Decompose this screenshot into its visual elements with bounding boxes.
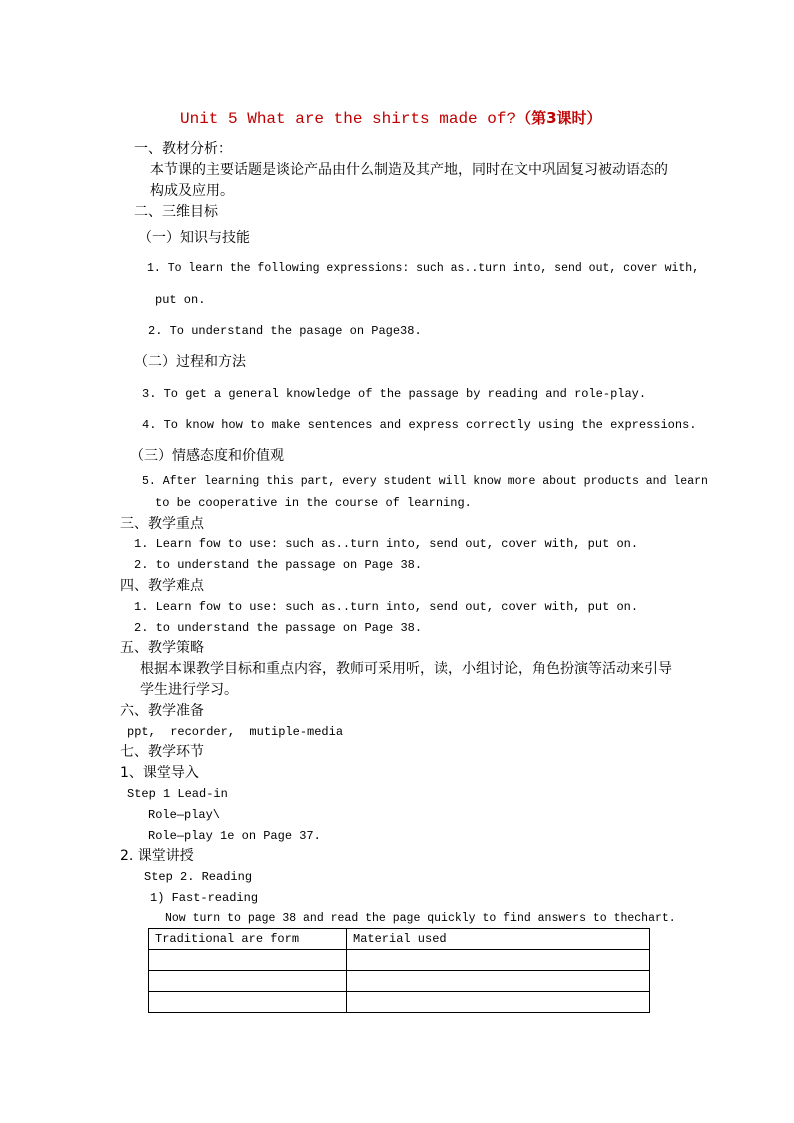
table-cell	[149, 992, 347, 1013]
section-5-text-line-1: 根据本课教学目标和重点内容，教师可采用听，读，小组讨论，角色扮演等活动来引导	[140, 661, 672, 677]
section-4-heading: 四、教学难点	[120, 578, 204, 594]
step-2-title: Step 2. Reading	[144, 870, 253, 884]
table-cell	[347, 950, 650, 971]
objective-1-line-2: put on.	[155, 293, 206, 307]
title-lesson-number: （第3课时）	[516, 109, 602, 127]
objective-2: 2. To understand the pasage on Page38.	[148, 324, 422, 338]
table-row	[149, 950, 650, 971]
section-1-text-line-2: 构成及应用。	[150, 183, 234, 199]
table-cell	[347, 992, 650, 1013]
fast-reading-label: 1) Fast-reading	[150, 891, 259, 905]
step-1-item-b: Role—play 1e on Page 37.	[148, 829, 321, 843]
objective-1-line-1: 1. To learn the following expressions: such as..turn into, send out, cover with,	[147, 262, 700, 275]
answer-chart-table	[148, 928, 650, 1013]
key-point-2: 2. to understand the passage on Page 38.	[134, 558, 423, 572]
difficulty-1: 1. Learn fow to use: such as..turn into, send out, cover with, put on.	[134, 600, 639, 614]
subsection-attitudes-values: （三）情感态度和价值观	[130, 448, 284, 464]
section-5-text-line-2: 学生进行学习。	[140, 682, 238, 698]
subsection-knowledge-skills: （一）知识与技能	[138, 230, 250, 246]
title-english: Unit 5 What are the shirts made of?	[180, 110, 517, 128]
part-2-heading: 2. 课堂讲授	[120, 848, 194, 864]
objective-5-line-1: 5. After learning this part, every student will know more about products and learn	[142, 475, 708, 488]
section-3-heading: 三、教学重点	[120, 516, 204, 532]
objective-4: 4. To know how to make sentences and express correctly using the expressions.	[142, 418, 697, 432]
page-title	[180, 108, 602, 129]
table-header-cell: Material used	[347, 929, 650, 950]
table-cell	[347, 971, 650, 992]
section-2-heading: 二、三维目标	[134, 204, 218, 220]
section-1-text-line-1: 本节课的主要话题是谈论产品由什么制造及其产地，同时在文中巩固复习被动语态的	[150, 162, 668, 178]
table-cell	[149, 971, 347, 992]
materials-list: ppt, recorder, mutiple-media	[127, 725, 344, 739]
section-7-heading: 七、教学环节	[120, 744, 204, 760]
step-1-item-a: Role—play\	[148, 808, 221, 822]
table-row	[149, 971, 650, 992]
objective-3: 3. To get a general knowledge of the passage by reading and role-play.	[142, 387, 647, 401]
table-header-cell: Traditional are form	[149, 929, 347, 950]
table-row	[149, 992, 650, 1013]
difficulty-2: 2. to understand the passage on Page 38.	[134, 621, 423, 635]
subsection-process-methods: （二）过程和方法	[134, 354, 246, 370]
table-header-row	[149, 929, 650, 950]
section-1-heading: 一、教材分析：	[134, 141, 232, 157]
key-point-1: 1. Learn fow to use: such as..turn into, send out, cover with, put on.	[134, 537, 639, 551]
section-6-heading: 六、教学准备	[120, 703, 204, 719]
table-cell	[149, 950, 347, 971]
part-1-heading: 1、课堂导入	[120, 765, 199, 781]
reading-instruction: Now turn to page 38 and read the page quickly to find answers to thechart.	[165, 912, 676, 925]
step-1-title: Step 1 Lead-in	[127, 787, 228, 801]
section-5-heading: 五、教学策略	[120, 640, 204, 656]
objective-5-line-2: to be cooperative in the course of learning.	[155, 496, 472, 510]
